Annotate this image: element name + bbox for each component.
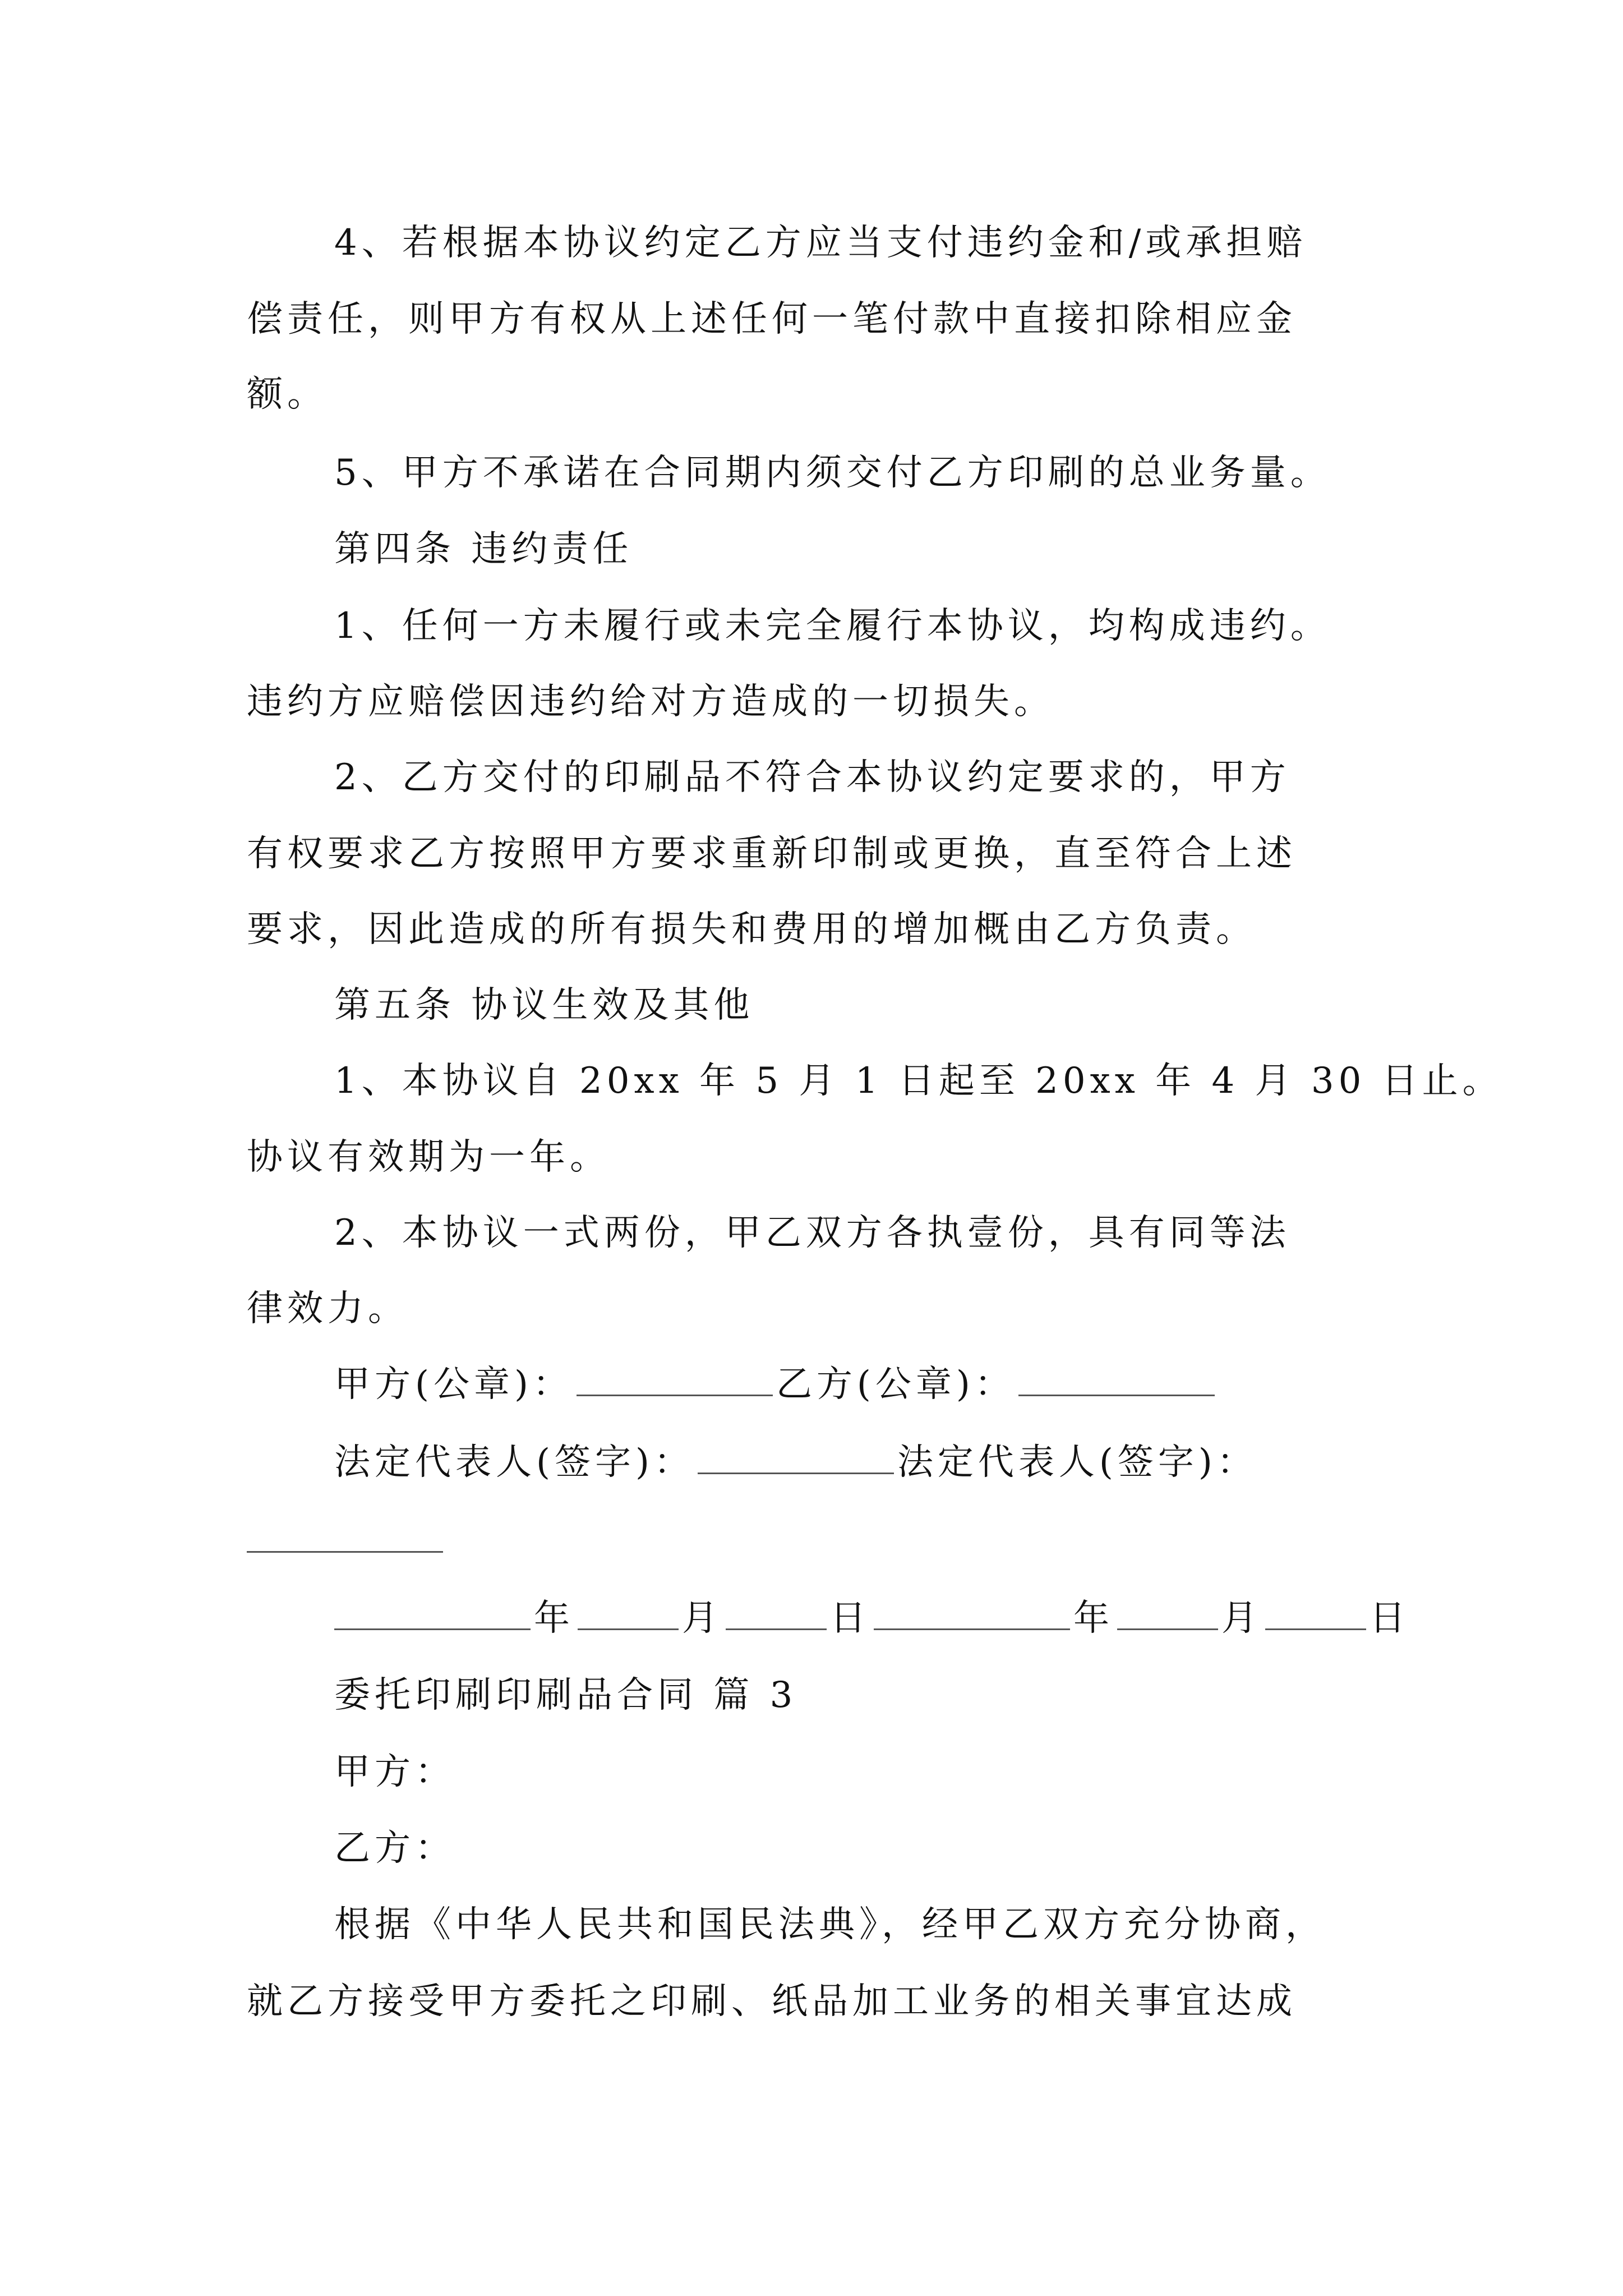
paragraph-line: 1、任何一方未履行或未完全履行本协议，均构成违约。 [334, 605, 1331, 647]
date-a-month-label: 月 [682, 1598, 722, 1639]
date-a-day-blank [726, 1594, 827, 1630]
paragraph-line: 1、本协议自 20xx 年 5 月 1 日起至 20xx 年 4 月 30 日止。 [334, 1060, 1503, 1102]
signature-rep-line [334, 1432, 1257, 1493]
party-b-seal-blank [1018, 1360, 1215, 1396]
party-b-rep-blank [247, 1516, 443, 1553]
date-a-year-label: 年 [534, 1598, 574, 1639]
party-a-seal-blank [577, 1360, 773, 1396]
paragraph-line: 要求，因此造成的所有损失和费用的增加概由乙方负责。 [247, 909, 1256, 950]
paragraph-line: 4、若根据本协议约定乙方应当支付违约金和/或承担赔 [334, 222, 1307, 264]
party-a-seal-label: 甲方(公章)： [334, 1364, 573, 1405]
party-b-seal-label: 乙方(公章)： [776, 1364, 1015, 1405]
paragraph-line: 根据《中华人民共和国民法典》，经甲乙双方充分协商， [334, 1904, 1326, 1945]
date-b-year-blank [874, 1594, 1070, 1630]
date-line [334, 1588, 1410, 1649]
paragraph-line: 律效力。 [247, 1288, 408, 1329]
paragraph-line: 2、本协议一式两份，甲乙双方各执壹份，具有同等法 [334, 1212, 1290, 1254]
contract-title: 委托印刷印刷品合同 篇 3 [334, 1674, 797, 1716]
party-b-rep-label: 法定代表人(签字)： [897, 1442, 1257, 1483]
party-a-rep-blank [698, 1438, 894, 1474]
paragraph-line: 有权要求乙方按照甲方要求重新印制或更换，直至符合上述 [247, 833, 1297, 875]
paragraph-line: 5、甲方不承诺在合同期内须交付乙方印刷的总业务量。 [334, 452, 1331, 494]
signature-seal-line [334, 1354, 1218, 1415]
section-heading: 第五条 协议生效及其他 [334, 984, 754, 1026]
paragraph-line: 协议有效期为一年。 [247, 1137, 610, 1178]
date-a-month-blank [578, 1594, 679, 1630]
date-b-day-label: 日 [1370, 1598, 1410, 1639]
paragraph-line: 2、乙方交付的印刷品不符合本协议约定要求的，甲方 [334, 757, 1290, 798]
paragraph-line: 违约方应赔偿因违约给对方造成的一切损失。 [247, 681, 1054, 723]
date-b-month-blank [1117, 1594, 1218, 1630]
section-heading: 第四条 违约责任 [334, 528, 633, 570]
date-a-year-blank [334, 1594, 531, 1630]
party-a-field: 甲方： [334, 1751, 455, 1793]
date-b-month-label: 月 [1221, 1598, 1262, 1639]
party-b-field: 乙方： [334, 1828, 455, 1869]
paragraph-line: 偿责任，则甲方有权从上述任何一笔付款中直接扣除相应金 [247, 298, 1297, 340]
date-b-year-label: 年 [1073, 1598, 1114, 1639]
date-b-day-blank [1265, 1594, 1366, 1630]
signature-rep-continuation [247, 1510, 443, 1572]
paragraph-line: 就乙方接受甲方委托之印刷、纸品加工业务的相关事宜达成 [247, 1981, 1297, 2022]
date-a-day-label: 日 [830, 1598, 870, 1639]
party-a-rep-label: 法定代表人(签字)： [334, 1442, 694, 1483]
paragraph-line: 额。 [247, 374, 328, 415]
